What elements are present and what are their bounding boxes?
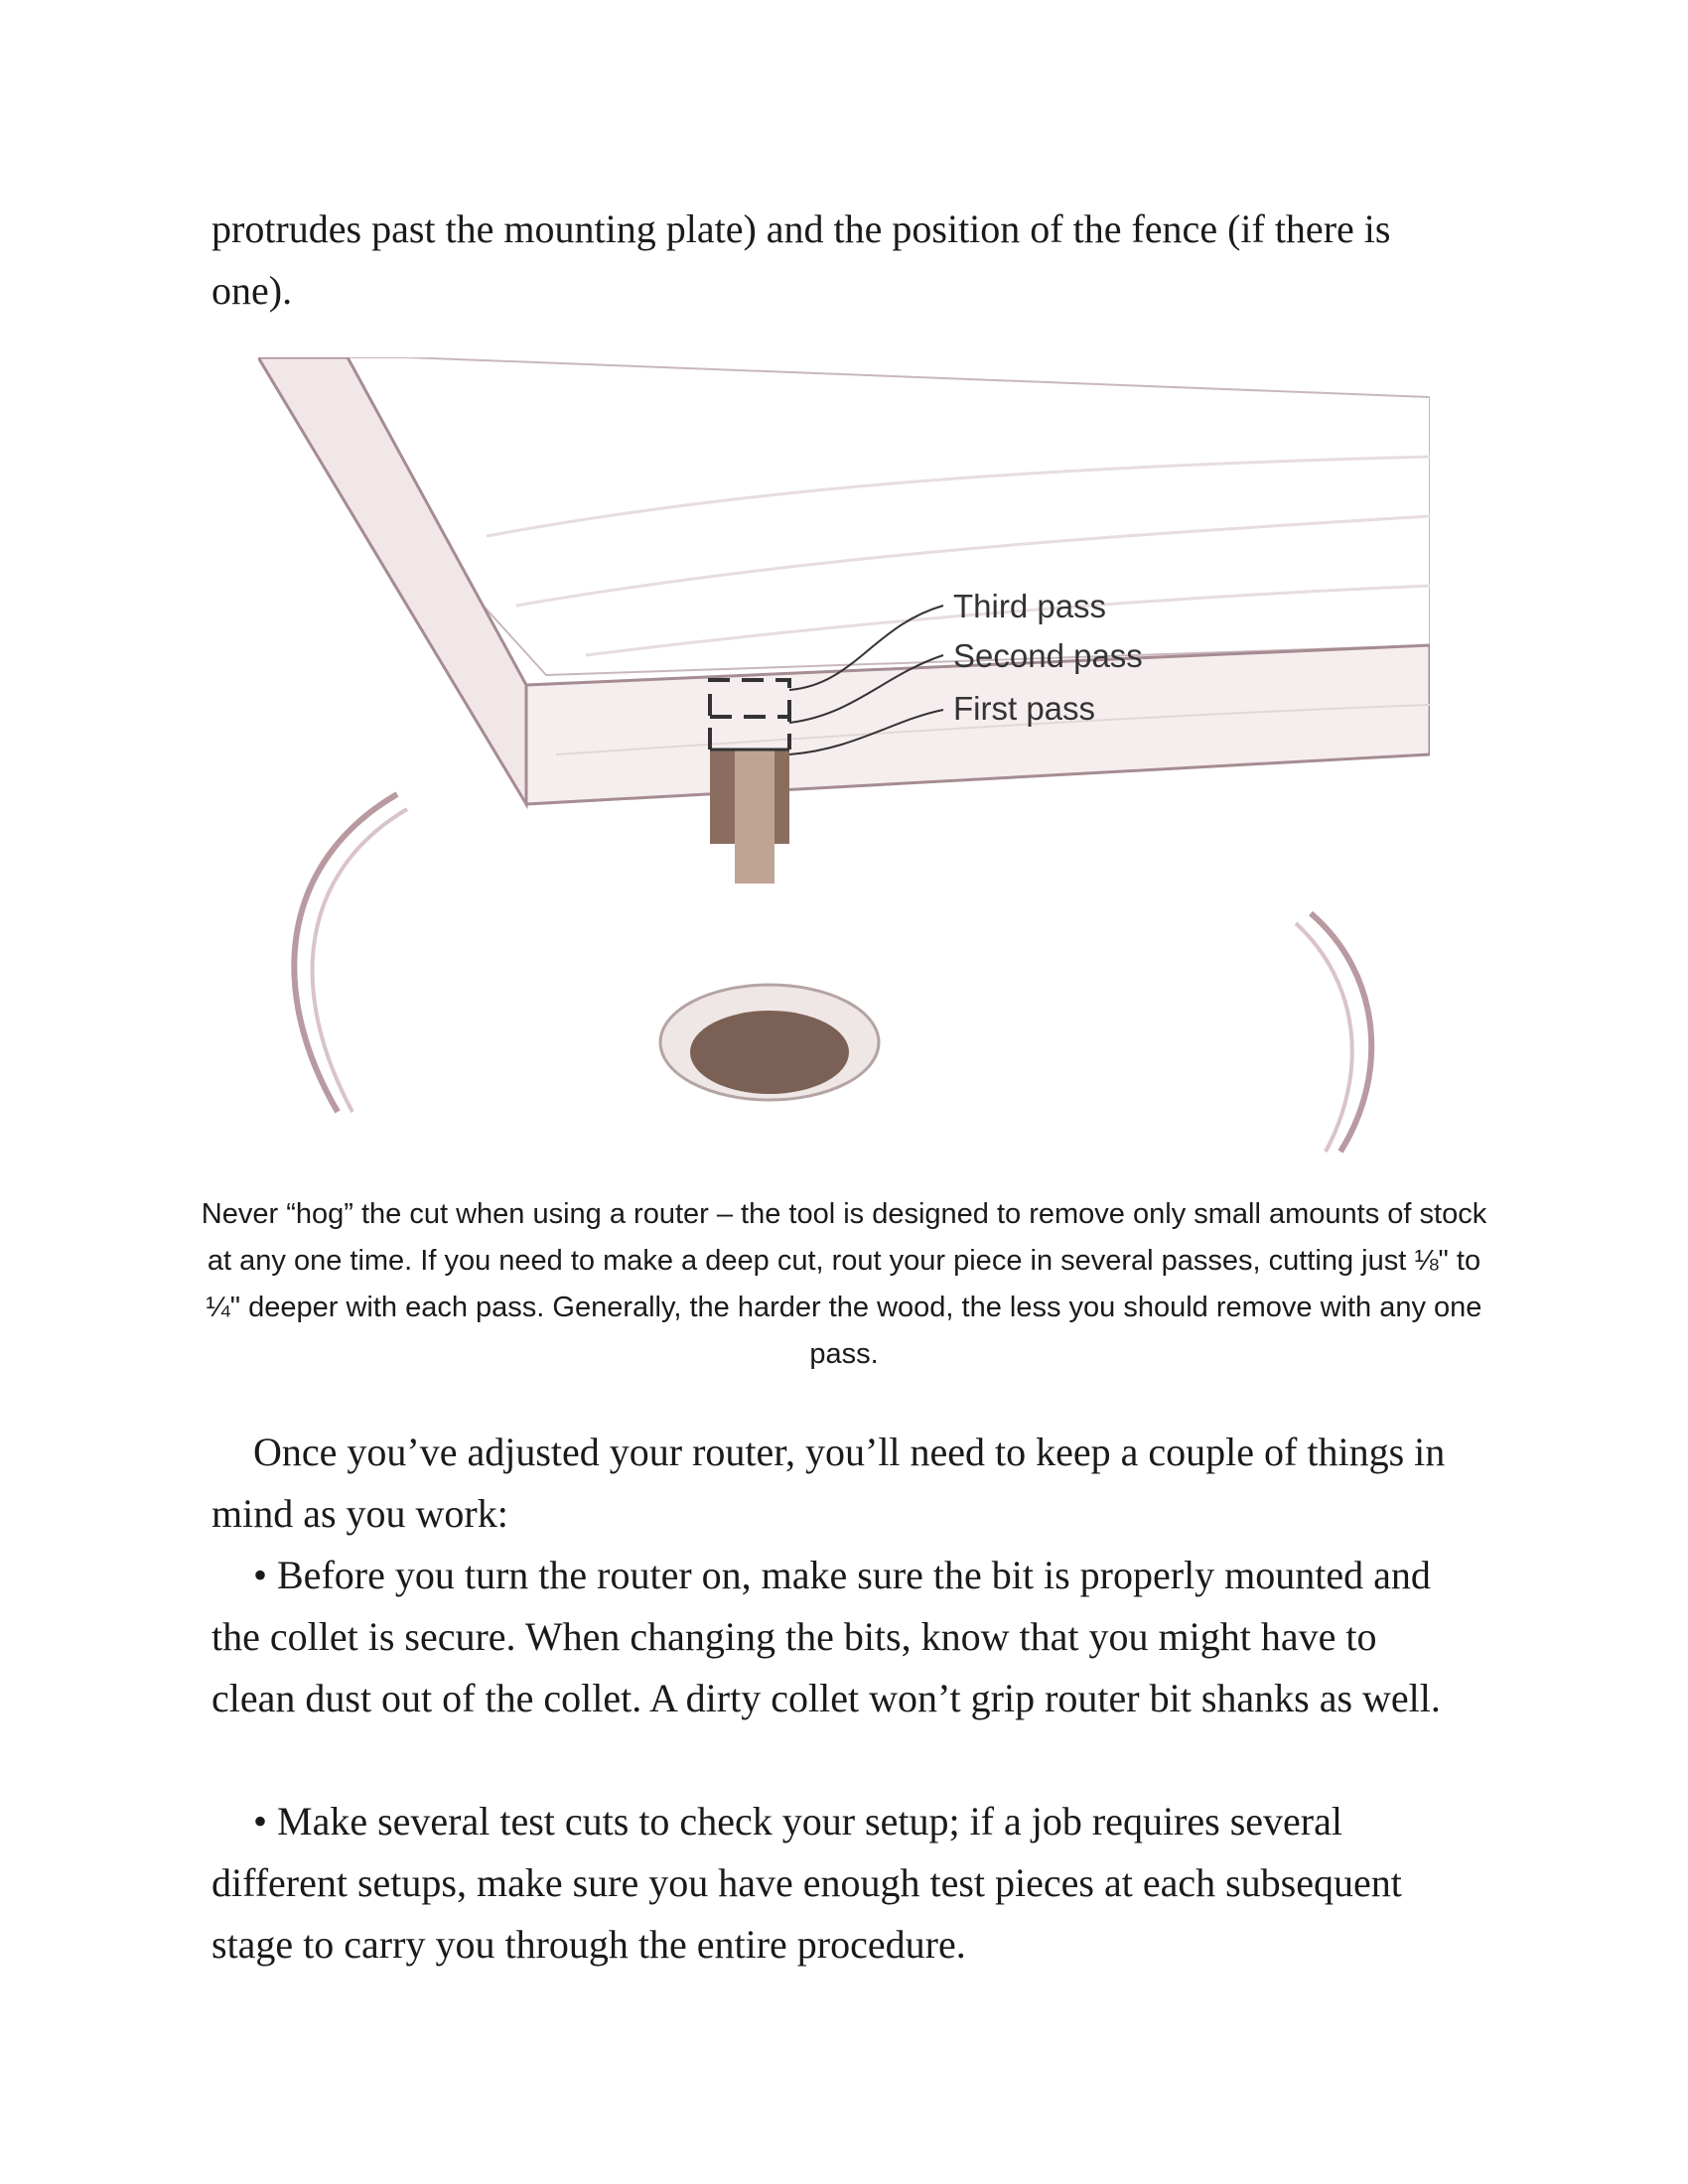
router-bit: [735, 750, 774, 884]
bullet-item: • Make several test cuts to check your setup; if a job requires several different setups, make sure you have enough test pieces at each subsequent stage to carry you through the entire procedure.: [211, 1799, 1402, 1967]
first-pass-label: First pass: [953, 690, 1096, 727]
figure-caption: Never “hog” the cut when using a router – the tool is designed to remove only small amounts of stock at any one time. If you need to make a deep cut, rout your piece in several passes, cutting just ⅛" to ¼" deeper with each pass. Generally, the harder the wood, the less you should remove with any one pass.: [201, 1198, 1487, 1370]
body-paragraph-continued: protrudes past the mounting plate) and the position of the fence (if there is one).: [211, 206, 1391, 313]
bit-opening-shadow: [690, 1011, 849, 1094]
router-table-ring-right-inner: [1296, 923, 1352, 1152]
second-pass-label: Second pass: [953, 637, 1143, 674]
router-table-ring-left: [294, 794, 397, 1112]
third-pass-label: Third pass: [953, 588, 1107, 624]
body-paragraph: Once you’ve adjusted your router, you’ll need to keep a couple of things in mind as you work:: [211, 1430, 1446, 1536]
bullet-item: • Before you turn the router on, make sure the bit is properly mounted and the collet is secure. When changing the bits, know that you might have to clean dust out of the collet. A dirty collet won’t grip router bit shanks as well.: [211, 1553, 1441, 1720]
router-passes-illustration: [258, 357, 1430, 1171]
